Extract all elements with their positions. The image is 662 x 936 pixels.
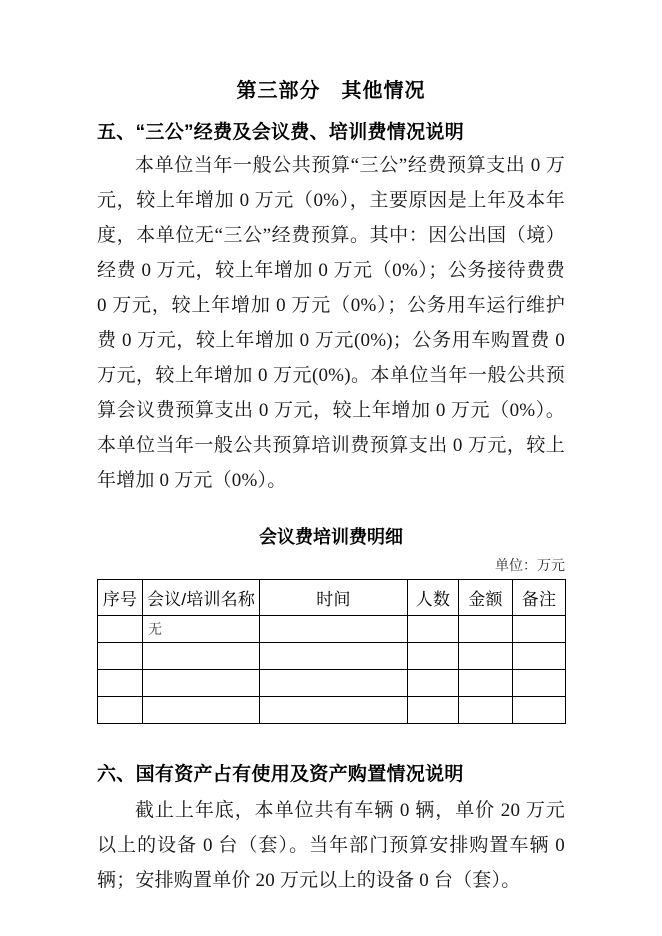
cell-seq: [98, 643, 143, 670]
section-heading-six: 六、国有资产占有使用及资产购置情况说明: [97, 764, 464, 785]
cell-amount: [459, 616, 513, 643]
cell-amount: [459, 697, 513, 724]
column-header-note: 备注: [513, 580, 566, 616]
cell-seq: [98, 670, 143, 697]
column-header-count: 人数: [408, 580, 459, 616]
meeting-training-detail-table: [97, 579, 566, 724]
cell-note: [513, 670, 566, 697]
column-header-name: 会议/培训名称: [143, 580, 260, 616]
cell-count: [408, 697, 459, 724]
column-header-amount: 金额: [459, 580, 513, 616]
cell-time: [260, 643, 408, 670]
cell-amount: [459, 670, 513, 697]
part-title: 第三部分 其他情况: [236, 80, 426, 102]
table-row: [98, 643, 566, 670]
cell-note: [513, 643, 566, 670]
cell-name: [143, 643, 260, 670]
cell-count: [408, 670, 459, 697]
table-row: [98, 697, 566, 724]
cell-name: 无: [143, 616, 260, 643]
cell-seq: [98, 697, 143, 724]
column-header-time: 时间: [260, 580, 408, 616]
detail-table-unit-note: 单位：万元: [495, 559, 565, 574]
cell-amount: [459, 643, 513, 670]
cell-time: [260, 670, 408, 697]
cell-time: [260, 616, 408, 643]
table-row: [98, 670, 566, 697]
section-six-paragraph: 截止上年底，本单位共有车辆 0 辆，单价 20 万元以上的设备 0 台（套）。当年部门预算安排购置车辆 0 辆；安排购置单价 20 万元以上的设备 0 台（套）。: [97, 800, 565, 891]
section-five-paragraph: 本单位当年一般公共预算“三公”经费预算支出 0 万元，较上年增加 0 万元（0%），主要原因是上年及本年度，本单位无“三公”经费预算。其中：因公出国（境）经费 0 万元，较上年增加 0 万元（0%）；公务接待费费 0 万元，较上年增加 0 万元（0%）；公务用车运行维护费 0 万元，较上年增加 0 万元(0%)；公务用车购置费 0 万元，较上年增加 0 万元(0%)。本单位当年一般公共预算会议费预算支出 0 万元，较上年增加 0 万元（0%）。本单位当年一般公共预算培训费预算支出 0 万元，较上年增加 0 万元（0%）。: [97, 155, 565, 491]
cell-seq: [98, 616, 143, 643]
cell-note: [513, 697, 566, 724]
table-row: [98, 616, 566, 643]
cell-count: [408, 616, 459, 643]
cell-count: [408, 643, 459, 670]
cell-note: [513, 616, 566, 643]
cell-name: [143, 670, 260, 697]
column-header-seq: 序号: [98, 580, 143, 616]
page-content: [97, 0, 565, 898]
table-header-row: [98, 580, 566, 616]
section-heading-five: 五、“三公”经费及会议费、培训费情况说明: [97, 122, 465, 143]
detail-table-title: 会议费培训费明细: [259, 527, 403, 547]
cell-time: [260, 697, 408, 724]
cell-name: [143, 697, 260, 724]
